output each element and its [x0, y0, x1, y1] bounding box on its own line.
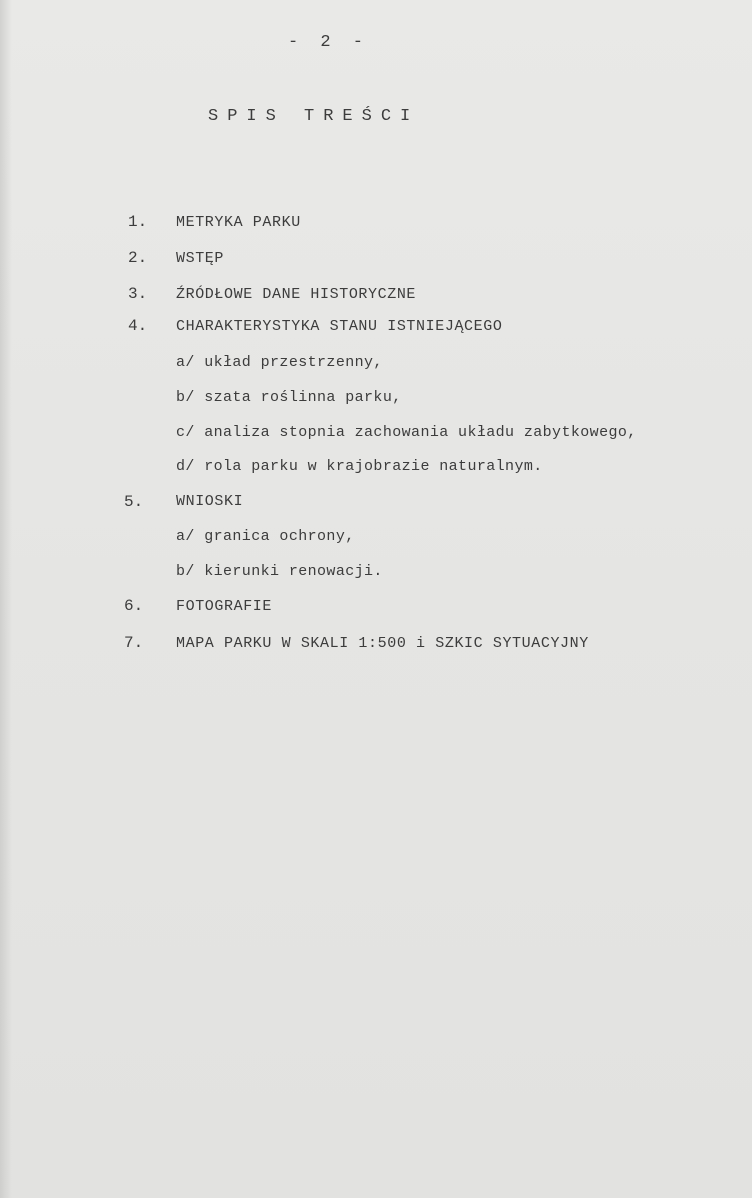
page-number: - 2 -	[288, 33, 370, 52]
toc-item-7-label: MAPA PARKU W SKALI 1:500 i SZKIC SYTUACYJNY	[176, 635, 589, 652]
toc-item-4-number: 4.	[128, 317, 148, 335]
toc-subitem-5b: b/ kierunki renowacji.	[176, 563, 383, 580]
toc-subitem-5a: a/ granica ochrony,	[176, 528, 355, 545]
toc-subitem-4c: c/ analiza stopnia zachowania układu zabytkowego,	[176, 424, 637, 441]
toc-item-2-number: 2.	[128, 249, 148, 267]
toc-item-6-number: 6.	[124, 597, 144, 615]
toc-item-5-number: 5.	[124, 493, 144, 511]
toc-item-5-label: WNIOSKI	[176, 493, 244, 510]
toc-subitem-4a: a/ układ przestrzenny,	[176, 354, 383, 371]
toc-item-1-number: 1.	[128, 213, 148, 231]
toc-item-6-label: FOTOGRAFIE	[176, 598, 273, 615]
toc-item-3-label: ŹRÓDŁOWE DANE HISTORYCZNE	[176, 286, 417, 303]
toc-item-3-number: 3.	[128, 285, 148, 303]
page-edge-shadow	[0, 0, 12, 1198]
toc-item-7-number: 7.	[124, 634, 144, 652]
toc-item-2-label: WSTĘP	[176, 250, 225, 267]
page-title: SPIS TREŚCI	[208, 107, 420, 126]
toc-item-1-label: METRYKA PARKU	[176, 214, 301, 231]
toc-item-4-label: CHARAKTERYSTYKA STANU ISTNIEJĄCEGO	[176, 318, 503, 335]
toc-subitem-4b: b/ szata roślinna parku,	[176, 389, 402, 406]
toc-subitem-4d: d/ rola parku w krajobrazie naturalnym.	[176, 458, 543, 475]
